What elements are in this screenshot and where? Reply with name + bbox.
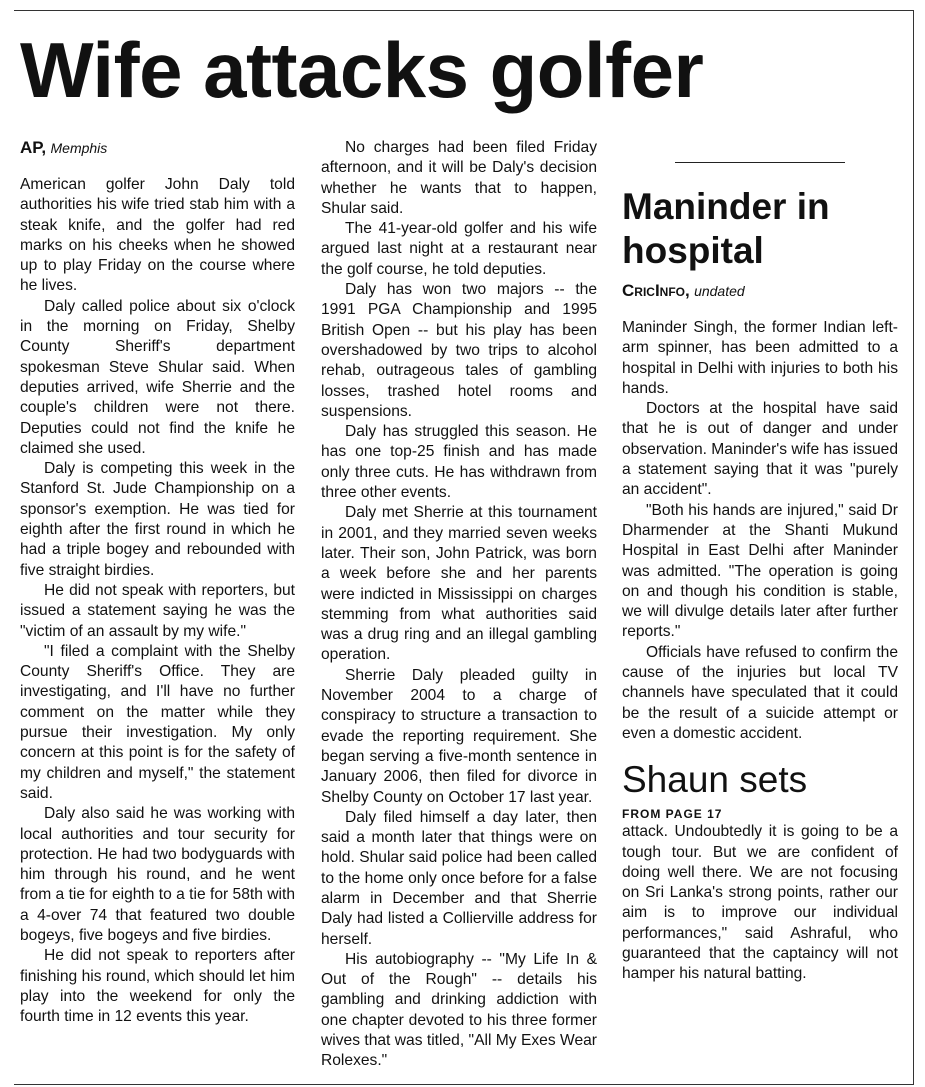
paragraph: Daly is competing this week in the Stanford St. Jude Championship on a sponsor's exemption. He was tied for eighth after the first round in which he had a triple bogey and rebounded with five straight birdies. [20, 460, 295, 579]
paragraph: Daly has struggled this season. He has one top-25 finish and has made only three cuts. He has withdrawn from three other events. [321, 423, 597, 502]
paragraph: Daly called police about six o'clock in the morning on Friday, Shelby County Sheriff's department spokesman Steve Shular said. When deputies arrived, wife Sherrie and the couple's children were not there. Deputies could not find the knife he claimed she used. [20, 297, 295, 457]
story-headline: Wife attacks golfer [20, 26, 704, 114]
column-3 [622, 138, 898, 985]
bottom-rule [14, 1084, 914, 1085]
paragraph: Doctors at the hospital have said that he is out of danger and under observation. Maninder's wife has issued a statement saying that it was "purely an accident". [622, 400, 899, 499]
story-divider [675, 162, 845, 163]
paragraph: Maninder Singh, the former Indian left-arm spinner, has been admitted to a hospital in Delhi with injuries to both his hands. [622, 319, 898, 397]
paragraph: American golfer John Daly told authorities his wife tried stab him with a steak knife, and the golfer had red marks on his cheeks when he showed up to play Friday on the course where he lives. [20, 176, 295, 295]
story-headline-shaun: Shaun sets [622, 759, 808, 801]
paragraph: The 41-year-old golfer and his wife argued last night at a restaurant near the golf course, he told deputies. [321, 220, 597, 278]
paragraph: Officials have refused to confirm the cause of the injuries but local TV channels have speculated that it could be the result of a suicide attempt or even a domestic accident. [622, 643, 898, 742]
paragraph: Daly met Sherrie at this tournament in 2001, and they married seven weeks later. Their son, John Patrick, was born a week before she and her parents were indicted in Mississippi on charges stemming from what authorities said was a drug ring and an illegal gambling operation. [321, 504, 597, 664]
paragraph: No charges had been filed Friday afternoon, and it will be Daly's decision whether he wants that to happen, Shular said. [321, 139, 597, 217]
headline-line: hospital [622, 230, 764, 271]
right-rule [913, 10, 914, 1085]
paragraph: Sherrie Daly pleaded guilty in November 2004 to a charge of conspiracy to structure a transaction to evade the reporting requirement. She began serving a five-month sentence in January 2006, then filed for divorce in Shelby County on October 17 last year. [321, 666, 597, 806]
paragraph: Daly also said he was working with local authorities and tour security for protection. He had two bodyguards with him through his round, and he went from a tie for eighth to a tie for 58th with a 4-over 74 that featured two double bogeys, five bogeys and five birdies. [20, 805, 295, 944]
paragraph: "I filed a complaint with the Shelby County Sheriff's Office. They are investigating, and I'll have no further comment on the matter while they pursue their investigation. My only concern at this point is for the safety of my children and myself," the statement said. [20, 642, 295, 802]
byline-location: undated [694, 283, 745, 299]
byline-source: CricInfo, [622, 281, 690, 300]
paragraph: His autobiography -- "My Life In & Out of the Rough" -- details his gambling and drinking addiction with one chapter devoted to his three former wives that was titled, "All My Exes Wear Rolexes." [321, 950, 597, 1070]
column-2 [321, 138, 597, 1072]
paragraph: He did not speak to reporters after finishing his round, which should let him play into the weekend for only the fourth time in 12 events this year. [20, 947, 295, 1026]
paragraph: Daly has won two majors -- the 1991 PGA Championship and 1995 British Open -- but his play has been overshadowed by two trips to alcohol rehab, outrageous tales of gambling losses, trashed hotel rooms and suspensions. [321, 281, 597, 420]
column-1 [20, 138, 295, 1027]
byline-source: AP, [20, 138, 47, 157]
story-headline-maninder [622, 185, 898, 273]
paragraph: Daly filed himself a day later, then said a month later that things were on hold. Shular said police had been called to the home only once before for a false alarm in December and that Sherrie Daly had listed a Collierville address for herself. [321, 808, 597, 948]
paragraph: He did not speak with reporters, but issued a statement saying he was the "victim of an assault by my wife." [20, 581, 295, 640]
byline-location: Memphis [50, 140, 108, 156]
continuation-label: FROM PAGE 17 [622, 807, 723, 822]
paragraph: "Both his hands are injured," said Dr Dharmender at the Shanti Mukund Hospital in East Delhi after Maninder was admitted. "The operation is going on and though his condition is stable, we will divulge details later after further reports." [622, 501, 898, 641]
byline [622, 281, 898, 302]
byline [20, 138, 295, 159]
top-rule [14, 10, 914, 11]
headline-line: Maninder in [622, 186, 830, 227]
paragraph: attack. Undoubtedly it is going to be a tough tour. But we are confident of doing well there. We are not focusing on Sri Lanka's strong points, rather our aim is to improve our individual performances," said Ashraful, who guaranteed that the captaincy will not hamper his natural batting. [622, 823, 898, 983]
